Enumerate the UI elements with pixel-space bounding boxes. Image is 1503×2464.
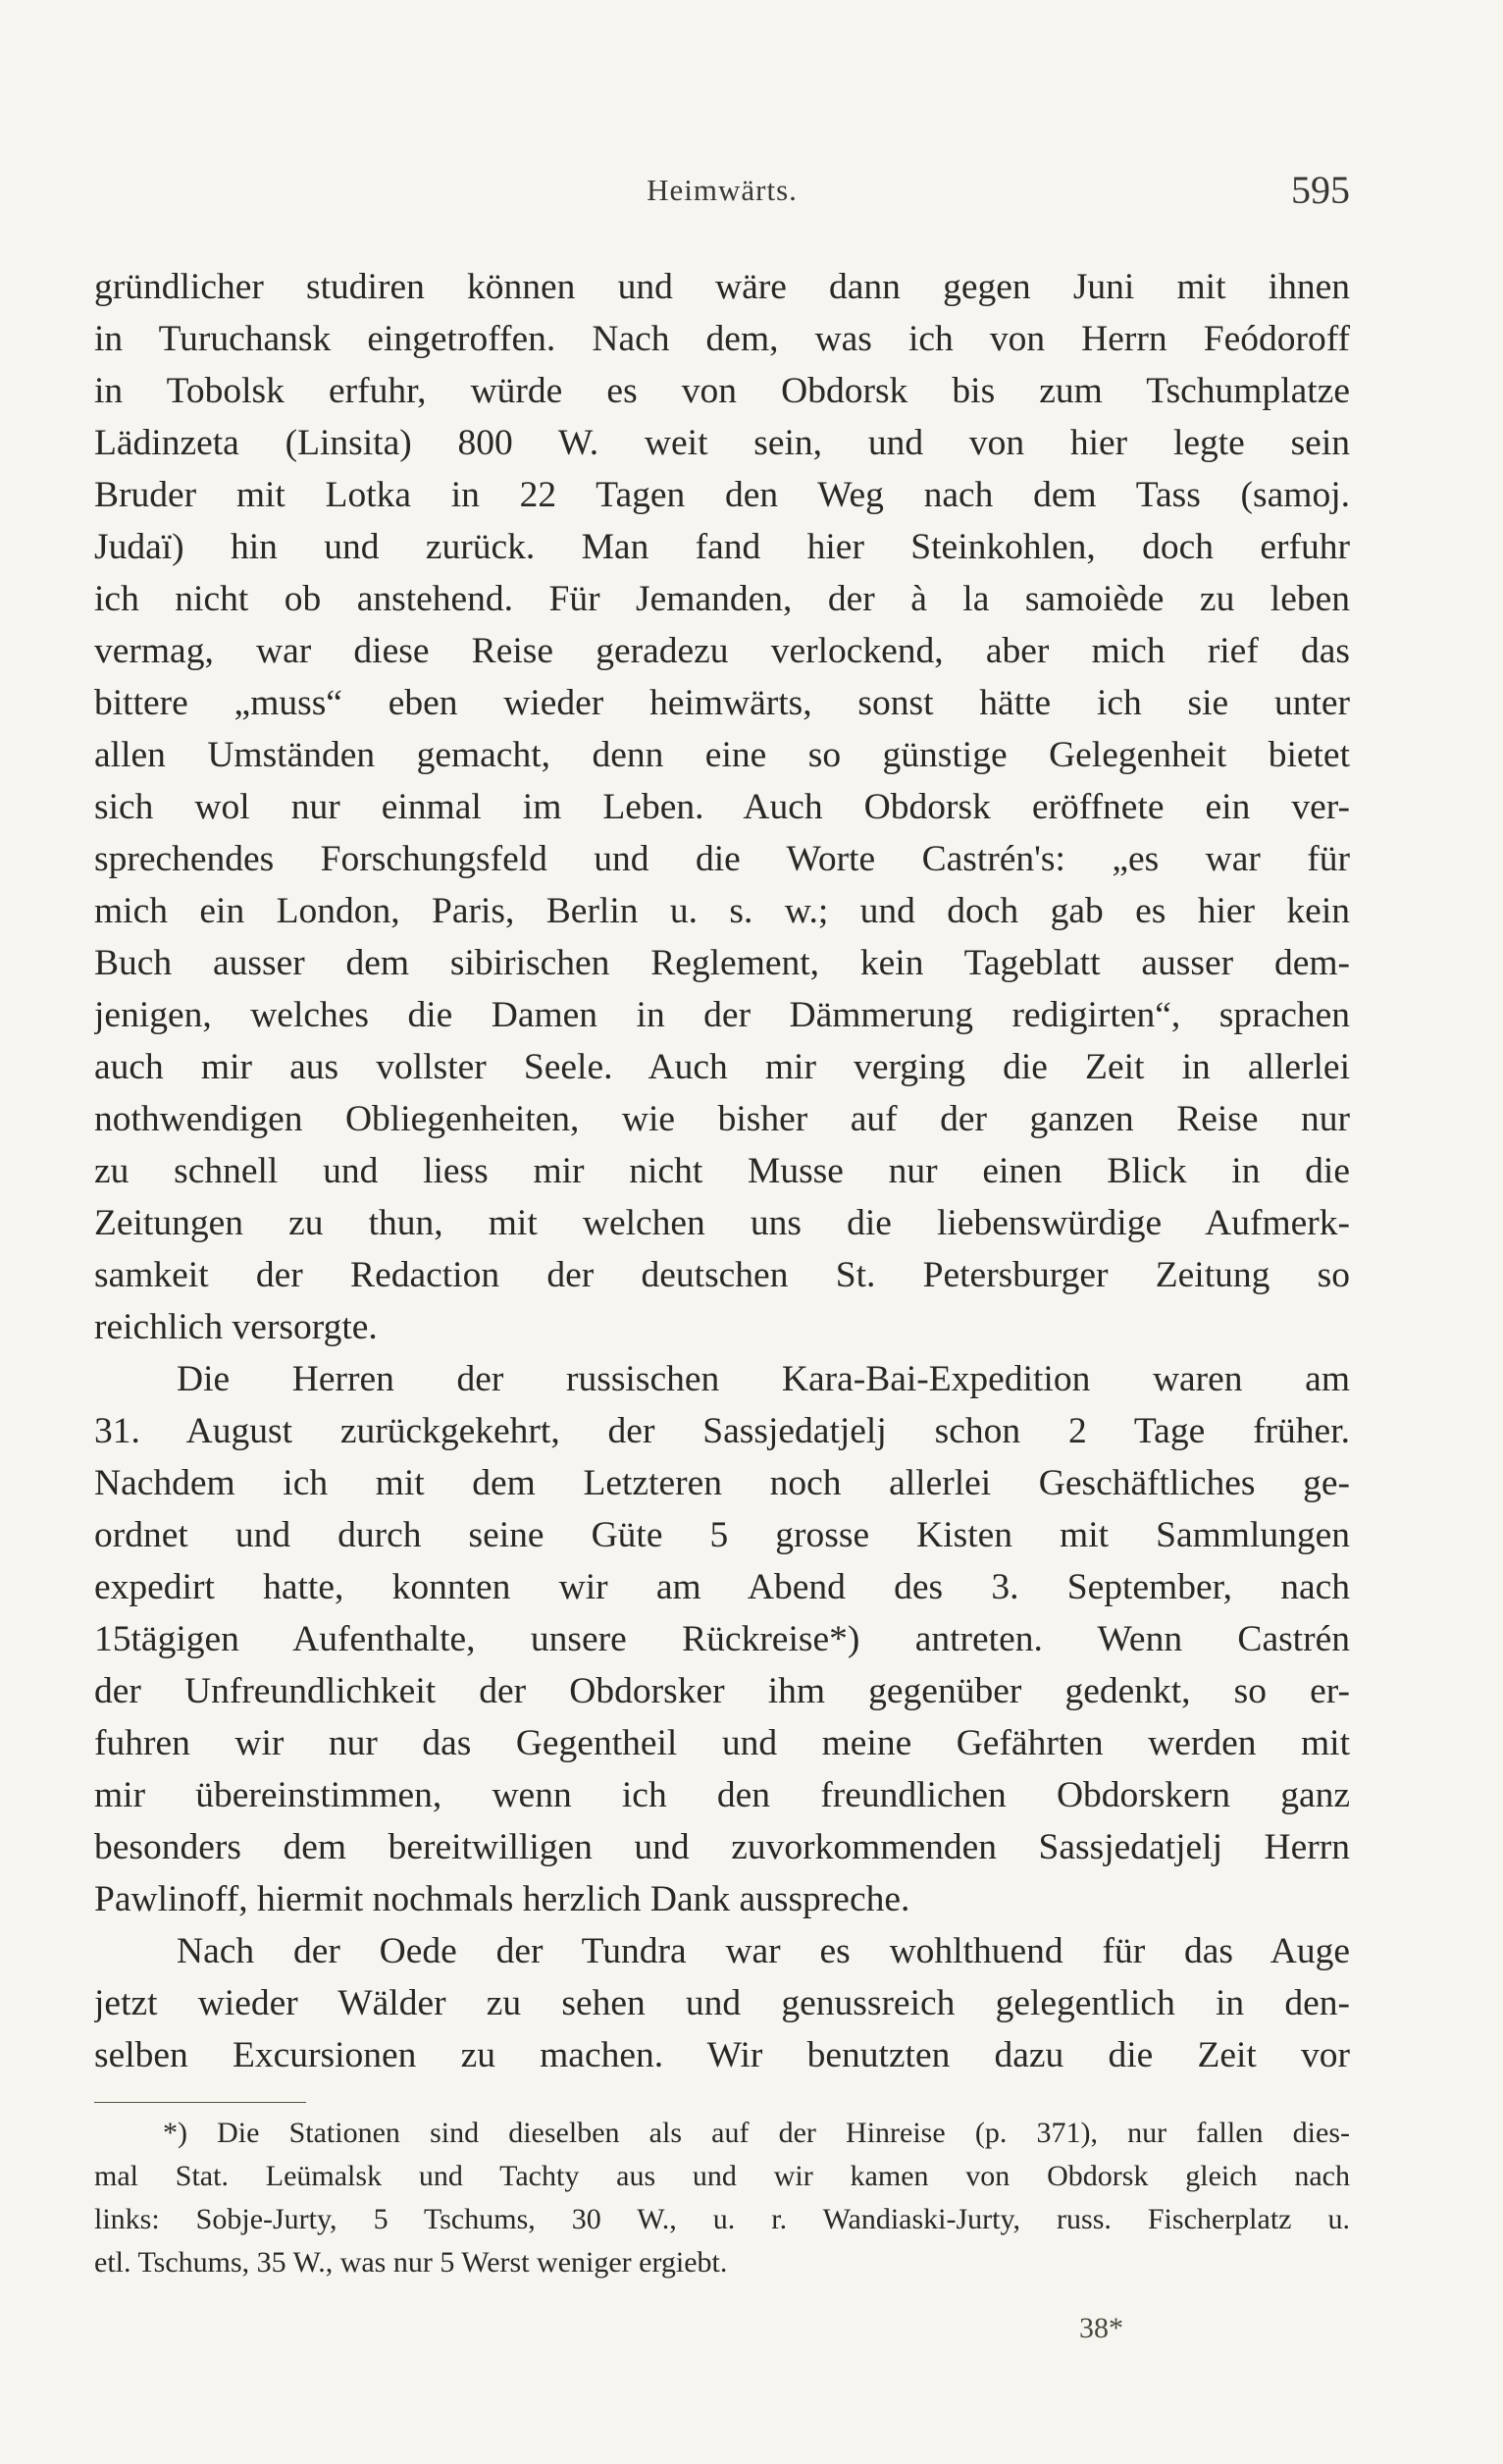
page-number: 595 xyxy=(1291,168,1350,212)
signature-mark: 38* xyxy=(1079,2312,1123,2344)
text-line: Nachdem ich mit dem Letzteren noch allerlei Geschäftliches ge- xyxy=(94,1463,1350,1503)
text-line: nothwendigen Obliegenheiten, wie bisher auf der ganzen Reise nur xyxy=(94,1099,1350,1139)
text-line: auch mir aus vollster Seele. Auch mir verging die Zeit in allerlei xyxy=(94,1047,1350,1087)
body-text xyxy=(94,261,1350,2081)
text-line: zu schnell und liess mir nicht Musse nur einen Blick in die xyxy=(94,1151,1350,1191)
text-line: Pawlinoff, hiermit nochmals herzlich Dank ausspreche. xyxy=(94,1879,910,1919)
footnote-line: links: Sobje-Jurty, 5 Tschums, 30 W., u. r. Wandiaski-Jurty, russ. Fischerplatz u. xyxy=(94,2203,1350,2235)
footnote-line: mal Stat. Leümalsk und Tachty aus und wir kamen von Obdorsk gleich nach xyxy=(94,2160,1350,2192)
text-line: Judaï) hin und zurück. Man fand hier Steinkohlen, doch erfuhr xyxy=(94,527,1350,567)
text-line: samkeit der Redaction der deutschen St. Petersburger Zeitung so xyxy=(94,1255,1350,1295)
text-line: ich nicht ob anstehend. Für Jemanden, der à la samoiède zu leben xyxy=(94,579,1350,619)
text-line: 15tägigen Aufenthalte, unsere Rückreise*) antreten. Wenn Castrén xyxy=(94,1619,1350,1659)
text-line: jenigen, welches die Damen in der Dämmerung redigirten“, sprachen xyxy=(94,995,1350,1035)
text-line: Nach der Oede der Tundra war es wohlthuend für das Auge xyxy=(177,1931,1350,1971)
text-line: mich ein London, Paris, Berlin u. s. w.; und doch gab es hier kein xyxy=(94,891,1350,931)
text-line: Zeitungen zu thun, mit welchen uns die liebenswürdige Aufmerk- xyxy=(94,1203,1350,1243)
text-line: vermag, war diese Reise geradezu verlockend, aber mich rief das xyxy=(94,631,1350,671)
text-line: sprechendes Forschungsfeld und die Worte Castrén's: „es war für xyxy=(94,839,1350,879)
text-line: mir übereinstimmen, wenn ich den freundlichen Obdorskern ganz xyxy=(94,1775,1350,1815)
text-line: ordnet und durch seine Güte 5 grosse Kisten mit Sammlungen xyxy=(94,1515,1350,1555)
text-line: reichlich versorgte. xyxy=(94,1307,378,1347)
footnote-line: etl. Tschums, 35 W., was nur 5 Werst weniger ergiebt. xyxy=(94,2246,728,2279)
text-line: gründlicher studiren können und wäre dann gegen Juni mit ihnen xyxy=(94,267,1350,307)
text-line: Lädinzeta (Linsita) 800 W. weit sein, und von hier legte sein xyxy=(94,423,1350,463)
text-line: besonders dem bereitwilligen und zuvorkommenden Sassjedatjelj Herrn xyxy=(94,1827,1350,1867)
text-line: jetzt wieder Wälder zu sehen und genussreich gelegentlich in den- xyxy=(94,1983,1350,2023)
text-line: bittere „muss“ eben wieder heimwärts, sonst hätte ich sie unter xyxy=(94,683,1350,723)
text-line: Die Herren der russischen Kara-Bai-Expedition waren am xyxy=(177,1359,1350,1399)
text-line: der Unfreundlichkeit der Obdorsker ihm gegenüber gedenkt, so er- xyxy=(94,1671,1350,1711)
footnote-rule xyxy=(94,2102,306,2103)
text-line: selben Excursionen zu machen. Wir benutzten dazu die Zeit vor xyxy=(94,2035,1350,2075)
running-title: Heimwärts. xyxy=(647,173,798,207)
footnotes xyxy=(94,2112,1350,2284)
text-line: 31. August zurückgekehrt, der Sassjedatjelj schon 2 Tage früher. xyxy=(94,1411,1350,1451)
text-line: Buch ausser dem sibirischen Reglement, kein Tageblatt ausser dem- xyxy=(94,943,1350,983)
text-line: fuhren wir nur das Gegentheil und meine Gefährten werden mit xyxy=(94,1723,1350,1763)
running-head xyxy=(94,167,1350,218)
text-line: sich wol nur einmal im Leben. Auch Obdorsk eröffnete ein ver- xyxy=(94,787,1350,827)
text-line: expedirt hatte, konnten wir am Abend des 3. September, nach xyxy=(94,1567,1350,1607)
footnote-line: *) Die Stationen sind dieselben als auf der Hinreise (p. 371), nur fallen dies- xyxy=(163,2117,1350,2149)
text-line: allen Umständen gemacht, denn eine so günstige Gelegenheit bietet xyxy=(94,735,1350,775)
text-line: in Tobolsk erfuhr, würde es von Obdorsk bis zum Tschumplatze xyxy=(94,371,1350,411)
text-line: Bruder mit Lotka in 22 Tagen den Weg nach dem Tass (samoj. xyxy=(94,475,1350,515)
text-line: in Turuchansk eingetroffen. Nach dem, was ich von Herrn Feódoroff xyxy=(94,319,1350,359)
